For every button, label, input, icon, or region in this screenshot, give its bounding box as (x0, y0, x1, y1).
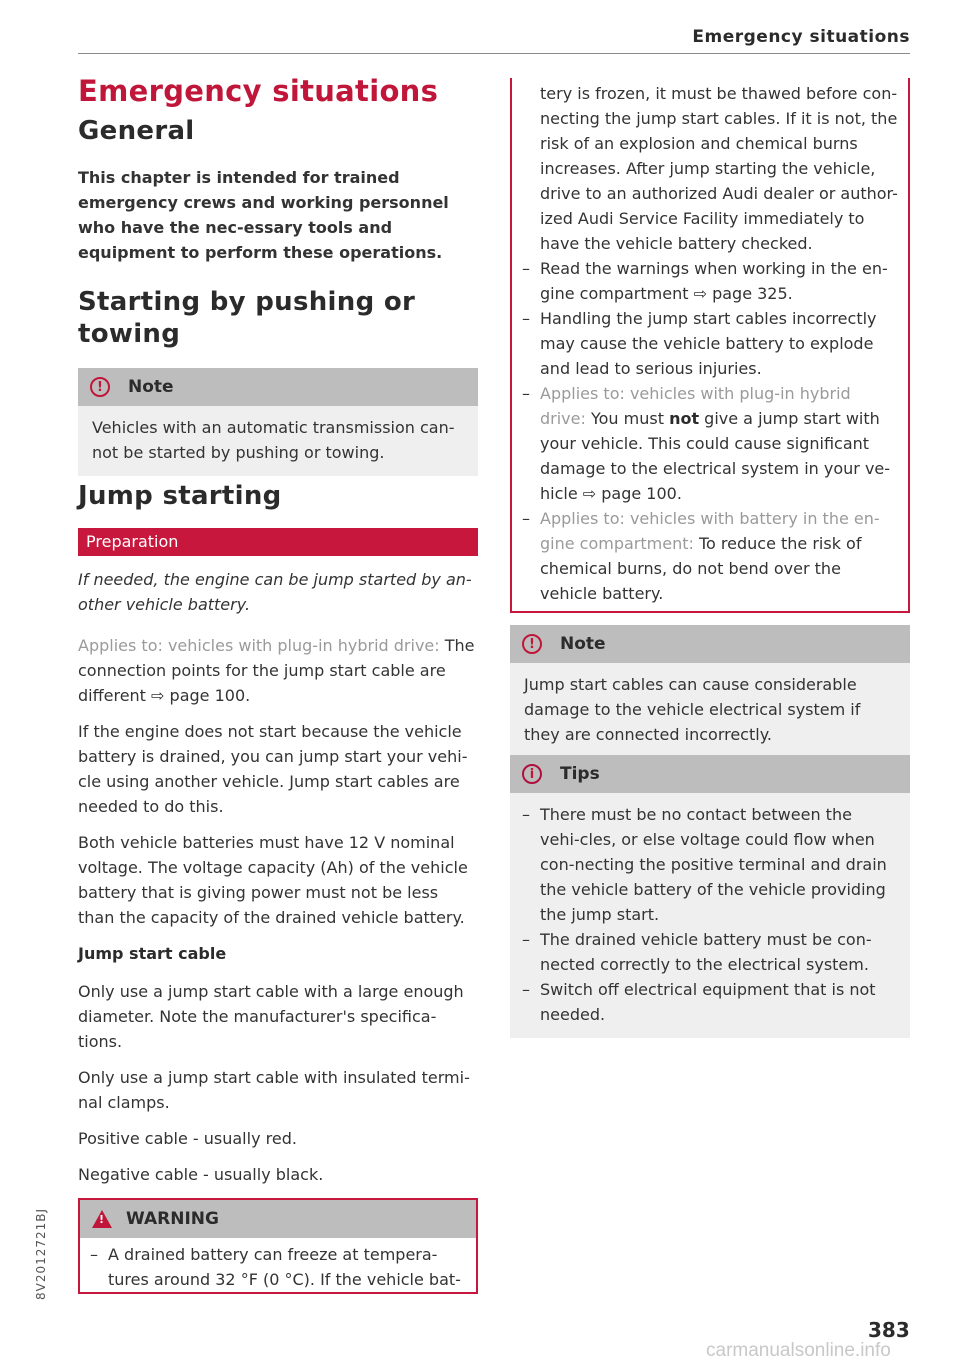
tips-header (510, 755, 910, 793)
tips-item-text: There must be no contact between the vehi-cles, or else voltage could flow when con-necting the positive terminal and drain the vehicle battery of the vehicle providing the jump start. (540, 805, 887, 924)
warning-item: – A drained battery can freeze at tempera-tures around 32 °F (0 °C). If the vehicle bat- (80, 1238, 476, 1292)
chapter-intro: This chapter is intended for trained emergency crews and working personnel who have the nec-essary tools and equipment to perform these operations. (78, 168, 449, 262)
note-text: Jump start cables can cause considerable damage to the vehicle electrical system if they are connected incorrectly. (524, 675, 861, 744)
general-heading: General (78, 116, 195, 146)
side-document-code: 8V2012721BJ (34, 1207, 48, 1300)
warning-item: – Applies to: vehicles with plug-in hybrid drive: You must not give a jump start with your vehicle. This could cause significant damage to the electrical system in your ve-hicle ⇨ page 100. (522, 381, 898, 506)
warning-item-text: Applies to: vehicles with battery in the en-gine compartment: To reduce the risk of chemical burns, do not bend over the vehicle battery. (540, 509, 880, 603)
note-text: Vehicles with an automatic transmission can-not be started by pushing or towing. (92, 418, 455, 462)
exclamation-circle-icon: ! (522, 634, 542, 654)
paragraph-voltage: Both vehicle batteries must have 12 V nominal voltage. The voltage capacity (Ah) of the vehicle battery that is giving power must not be less than the capacity of the drained vehicle battery. (78, 833, 468, 927)
page-number: 383 (868, 1318, 910, 1342)
paragraph-drained: If the engine does not start because the vehicle battery is drained, you can jump start your vehi-cle using another vehicle. Jump start cables are needed to do this. (78, 722, 468, 816)
note-label: Note (128, 377, 174, 397)
tips-box (510, 755, 910, 1038)
italic-intro: If needed, the engine can be jump started by an-other vehicle battery. (78, 570, 472, 614)
paragraph-hybrid (78, 633, 478, 708)
note-header (78, 368, 478, 406)
tips-list (510, 793, 910, 1038)
tips-item-text: The drained vehicle battery must be con-nected correctly to the electrical system. (540, 930, 872, 974)
note-box-pushing (78, 368, 478, 476)
warning-label: WARNING (126, 1209, 219, 1229)
paragraph-hybrid-text: The connection points for the jump start cable are different ⇨ page 100. (78, 636, 475, 705)
header-rule (78, 53, 910, 54)
tips-label: Tips (560, 764, 600, 784)
jump-starting-heading: Jump starting (78, 481, 282, 511)
pushing-heading: Starting by pushing or towing (78, 287, 416, 349)
paragraph-negative: Negative cable - usually black. (78, 1165, 324, 1184)
warning-box (78, 1198, 478, 1294)
tips-item: – There must be no contact between the vehi-cles, or else voltage could flow when con-necting the positive terminal and drain the vehicle battery of the vehicle providing the jump start. (522, 802, 896, 927)
warning-box-continued (510, 78, 910, 613)
note-label: Note (560, 634, 606, 654)
note-box-cables (510, 625, 910, 758)
note-header (510, 625, 910, 663)
paragraph-positive: Positive cable - usually red. (78, 1129, 297, 1148)
warning-item: – Handling the jump start cables incorrectly may cause the vehicle battery to explode and lead to serious injuries. (522, 306, 898, 381)
warning-item-text: A drained battery can freeze at tempera-tures around 32 °F (0 °C). If the vehicle bat- (108, 1245, 461, 1289)
warning-item-text: Applies to: vehicles with plug-in hybrid drive: You must not give a jump start with your vehicle. This could cause significant damage to the electrical system in your ve-hicle ⇨ page 100. (540, 384, 891, 503)
preparation-bar: Preparation (78, 528, 478, 556)
tips-item: – The drained vehicle battery must be con-nected correctly to the electrical system. (522, 927, 896, 977)
paragraph-diameter: Only use a jump start cable with a large enough diameter. Note the manufacturer's specifica-tions. (78, 982, 464, 1051)
warning-item-text: Handling the jump start cables incorrectly may cause the vehicle battery to explode and lead to serious injuries. (540, 309, 877, 378)
jump-cable-heading: Jump start cable (78, 944, 227, 963)
warning-item: – Read the warnings when working in the en-gine compartment ⇨ page 325. (522, 256, 898, 306)
applies-to-label: Applies to: vehicles with plug-in hybrid drive: (78, 636, 440, 655)
warning-item: – Applies to: vehicles with battery in the en-gine compartment: To reduce the risk of chemical burns, do not bend over the vehicle battery. (522, 506, 898, 606)
paragraph-insulated: Only use a jump start cable with insulated termi-nal clamps. (78, 1068, 470, 1112)
warning-continued-text: tery is frozen, it must be thawed before con-necting the jump start cables. If it is not, the risk of an explosion and chemical burns increases. After jump starting the vehicle, drive to an authorized Audi dealer or author-ized Audi Service Facility immediately to have the vehicle battery checked. (540, 84, 898, 253)
chapter-title: Emergency situations (78, 74, 439, 108)
watermark: carmanualsonline.info (706, 1340, 891, 1361)
exclamation-circle-icon: ! (90, 377, 110, 397)
tips-item: – Switch off electrical equipment that is not needed. (522, 977, 896, 1027)
running-head: Emergency situations (692, 27, 910, 47)
warning-header (80, 1200, 476, 1238)
info-circle-icon: i (522, 764, 542, 784)
warning-item-text: Read the warnings when working in the en-gine compartment ⇨ page 325. (540, 259, 888, 303)
warning-triangle-icon (92, 1210, 112, 1228)
tips-item-text: Switch off electrical equipment that is not needed. (540, 980, 876, 1024)
